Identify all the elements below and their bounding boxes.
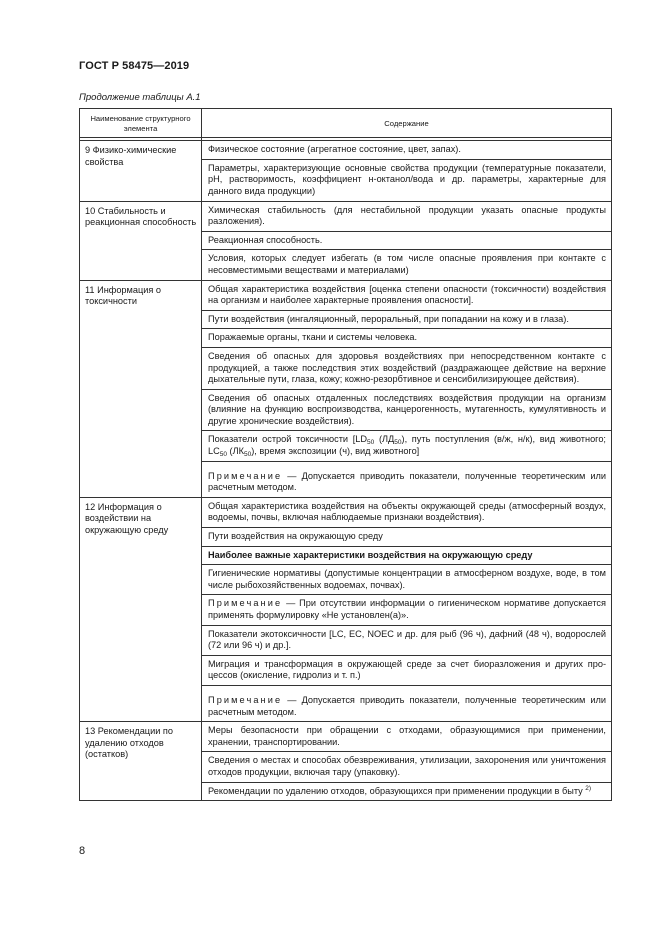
content-paragraph: Физическое состояние (агрегатное состояние, цвет, запах). xyxy=(202,141,611,160)
table-header-row xyxy=(80,109,612,138)
footnote-reference: 2) xyxy=(585,784,592,792)
content-paragraph: Общая характеристика воздействия на объекты окружающей среды (атмосферный воздух, водоемы, почвы, включая наблюдаемые признаки воздействия). xyxy=(202,498,611,528)
row-content xyxy=(202,201,612,280)
document-code: ГОСТ Р 58475—2019 xyxy=(79,60,190,72)
section-heading: Наиболее важные характеристики воздействия на окружающую среду xyxy=(202,547,611,566)
content-paragraph: Сведения об опасных отдаленных последствиях воздействия продукции на организм (влияние на функцию воспроизводства, канцерогенность, мутагенность, кумулятивность и другие хронические воздействия). xyxy=(202,390,611,432)
row-name: 10 Стабильность и реакционная способность xyxy=(80,201,202,280)
content-table xyxy=(79,108,612,801)
content-paragraph: Меры безопасности при обращении с отходами, образующимися при применении, хранении, транспортировании. xyxy=(202,722,611,752)
content-paragraph: Условия, которых следует избегать (в том числе опасные проявления при контакте с несовместимыми веществами и материалами) xyxy=(208,253,606,275)
content-paragraph: Миграция и трансформация в окружающей среде за счет биоразложения и других процессов (окисление, гидролиз и т. п.) xyxy=(202,656,611,686)
row-content xyxy=(202,722,612,801)
column-header-name: Наименование структурного элемента xyxy=(80,109,202,138)
row-name: 9 Физико-химические свойства xyxy=(80,141,202,201)
table-row xyxy=(80,201,612,280)
row-name: 13 Рекомендации по удалению отходов (остатков) xyxy=(80,722,202,801)
table-row xyxy=(80,280,612,497)
content-paragraph: Химическая стабильность (для нестабильной продукции указать опасные продукты разложения). xyxy=(202,202,611,232)
content-paragraph: Гигиенические нормативы (допустимые концентрации в атмосферном воздухе, воде, в том числе рыбохозяйственных водоемах, почвах). xyxy=(202,565,611,595)
content-paragraph: Параметры, характеризующие основные свойства продукции (температурные показатели, рН, растворимость, коэффициент н-октанол/вода и др. параметры, характерные для данного вида продукции) xyxy=(208,162,606,196)
content-paragraph: Общая характеристика воздействия [оценка степени опасности (токсичности) воздействия на организм и наиболее характерные проявления опасности]. xyxy=(202,281,611,311)
content-paragraph: Пути воздействия (ингаляционный, пероральный, при попадании на кожу и в глаза). xyxy=(202,311,611,330)
content-paragraph: Реакционная способность. xyxy=(202,232,611,251)
row-name: 12 Информация о воздействии на окружающую среду xyxy=(80,497,202,721)
column-header-content: Содержание xyxy=(202,109,612,138)
row-name: 11 Информация о токсичности xyxy=(80,280,202,497)
content-paragraph: Поражаемые органы, ткани и системы человека. xyxy=(202,329,611,348)
content-paragraph: Показатели экотоксичности [LC, ЕС, NOEC и др. для рыб (96 ч), дафний (48 ч), водорослей (72 или 96 ч) и др.]. xyxy=(202,626,611,656)
page-number: 8 xyxy=(79,845,86,857)
row-content xyxy=(202,141,612,201)
note: Примечание — Допускается приводить показатели, полученные теоретическим или расчетным методом. xyxy=(208,470,606,493)
note: Примечание — Допускается приводить показатели, полученные теоретическим или расчетным методом. xyxy=(208,694,606,717)
row-content xyxy=(202,497,612,721)
table-row xyxy=(80,141,612,201)
table-row xyxy=(80,497,612,721)
content-paragraph: Рекомендации по удалению отходов, образующихся при применении продукции в быту $^{2)}$ xyxy=(208,784,592,796)
content-paragraph: Пути воздействия на окружающую среду xyxy=(202,528,611,547)
table-caption: Продолжение таблицы А.1 xyxy=(79,92,201,103)
content-paragraph: Сведения об опасных для здоровья воздействиях при непосредственном контакте с продукцией, а также последствия этих воздействий (раздражающее действие на верхние дыхательные пути, глаза, кожу; кожно-резорбтивное и сенсибилизирующее действия). xyxy=(202,348,611,390)
content-paragraph: Сведения о местах и способах обезвреживания, утилизации, захоронения или уничтожения отходов продукции, включая тару (упаковку). xyxy=(202,752,611,782)
row-content xyxy=(202,280,612,497)
note: Примечание — При отсутствии информации о гигиеническом нормативе допускается применять формулировку «Не установлен(а)». xyxy=(202,595,611,625)
toxicity-indicators: Показатели острой токсичности [$LD_{50}$ $(ЛД_{50})$, путь поступления (в/ж, н/к), вид животного; $LC_{50}$ $(ЛК_{50})$, время экспозиции (ч), вид животного] xyxy=(202,431,611,461)
table-row xyxy=(80,722,612,801)
